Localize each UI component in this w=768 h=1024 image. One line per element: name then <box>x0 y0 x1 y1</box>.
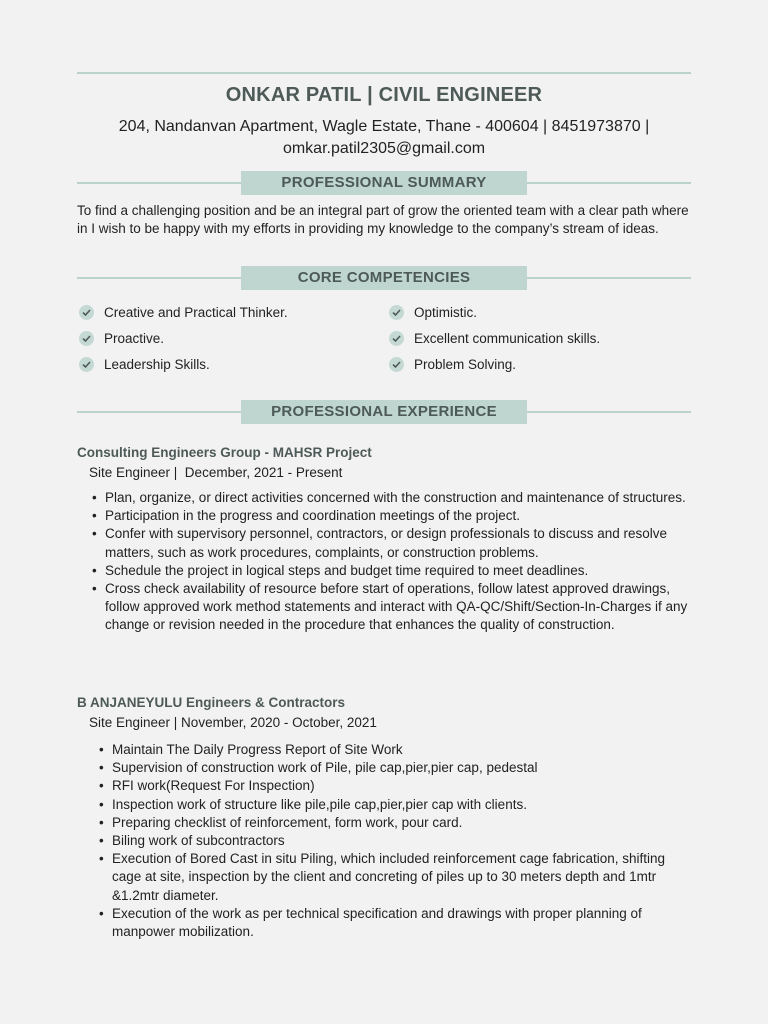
competency-label: Leadership Skills. <box>104 357 210 372</box>
job-role-dates: Site Engineer | November, 2020 - October, 2021 <box>89 715 377 730</box>
competency-item <box>389 356 516 374</box>
section-title: PROFESSIONAL SUMMARY <box>241 171 527 195</box>
contact-info <box>77 116 691 160</box>
section-title: CORE COMPETENCIES <box>241 266 527 290</box>
list-item: • Plan, organize, or direct activities concerned with the construction and maintenance of structures. <box>105 489 691 507</box>
check-icon <box>389 331 404 346</box>
competency-item <box>79 330 164 348</box>
competency-label: Excellent communication skills. <box>414 331 601 346</box>
top-divider <box>77 72 691 74</box>
list-item: • Execution of Bored Cast in situ Piling, which included reinforcement cage fabrication, shifting cage at site, inspection by the client and concreting of piles up to 30 meters depth and 1mtr &1.2mtr diameter. <box>112 850 691 905</box>
summary-text: To find a challenging position and be an integral part of grow the oriented team with a clear path where in I wish to be happy with my efforts in providing my knowledge to the company’s stream of ideas. <box>77 203 689 236</box>
job-responsibilities <box>105 489 691 635</box>
competency-item <box>389 330 600 348</box>
section-header-experience <box>77 400 691 424</box>
section-header-competencies <box>77 266 691 290</box>
list-item: • Maintain The Daily Progress Report of Site Work <box>112 741 691 759</box>
competency-item <box>79 304 288 322</box>
list-item: • RFI work(Request For Inspection) <box>112 777 691 795</box>
list-item: • Execution of the work as per technical specification and drawings with proper planning of manpower mobilization. <box>112 905 691 941</box>
check-icon <box>389 305 404 320</box>
list-item: • Confer with supervisory personnel, contractors, or design professionals to discuss and resolve matters, such as work procedures, complaints, or construction problems. <box>105 525 691 561</box>
competency-label: Problem Solving. <box>414 357 517 372</box>
section-title: PROFESSIONAL EXPERIENCE <box>241 400 527 424</box>
job-responsibilities <box>112 741 691 941</box>
check-icon <box>389 357 404 372</box>
list-item: • Biling work of subcontractors <box>112 832 691 850</box>
contact-email: omkar.patil2305@gmail.com <box>282 140 486 157</box>
list-item: • Participation in the progress and coordination meetings of the project. <box>105 507 691 525</box>
contact-address-phone: 204, Nandanvan Apartment, Wagle Estate, Thane - 400604 | 8451973870 | <box>118 118 650 135</box>
list-item: • Schedule the project in logical steps and budget time required to meet deadlines. <box>105 562 691 580</box>
list-item: • Inspection work of structure like pile,pile cap,pier,pier cap with clients. <box>112 796 691 814</box>
competency-item <box>79 356 210 374</box>
check-icon <box>79 305 94 320</box>
list-item: • Cross check availability of resource before start of operations, follow latest approved drawings, follow approved work method statements and interact with QA-QC/Shift/Section-In-Charges if any change or revision needed in the procedure that enhances the quality of construction. <box>105 580 691 635</box>
job-company: B ANJANEYULU Engineers & Contractors <box>77 695 346 710</box>
list-item: • Supervision of construction work of Pile, pile cap,pier,pier cap, pedestal <box>112 759 691 777</box>
job-role-dates: Site Engineer | December, 2021 - Present <box>89 465 343 480</box>
job-company: Consulting Engineers Group - MAHSR Project <box>77 445 372 460</box>
candidate-name: ONKAR PATIL | CIVIL ENGINEER <box>225 84 543 106</box>
competency-label: Proactive. <box>104 331 165 346</box>
competency-label: Creative and Practical Thinker. <box>104 305 288 320</box>
check-icon <box>79 331 94 346</box>
competency-label: Optimistic. <box>414 305 478 320</box>
section-header-summary <box>77 171 691 195</box>
check-icon <box>79 357 94 372</box>
list-item: • Preparing checklist of reinforcement, form work, pour card. <box>112 814 691 832</box>
competency-item <box>389 304 477 322</box>
